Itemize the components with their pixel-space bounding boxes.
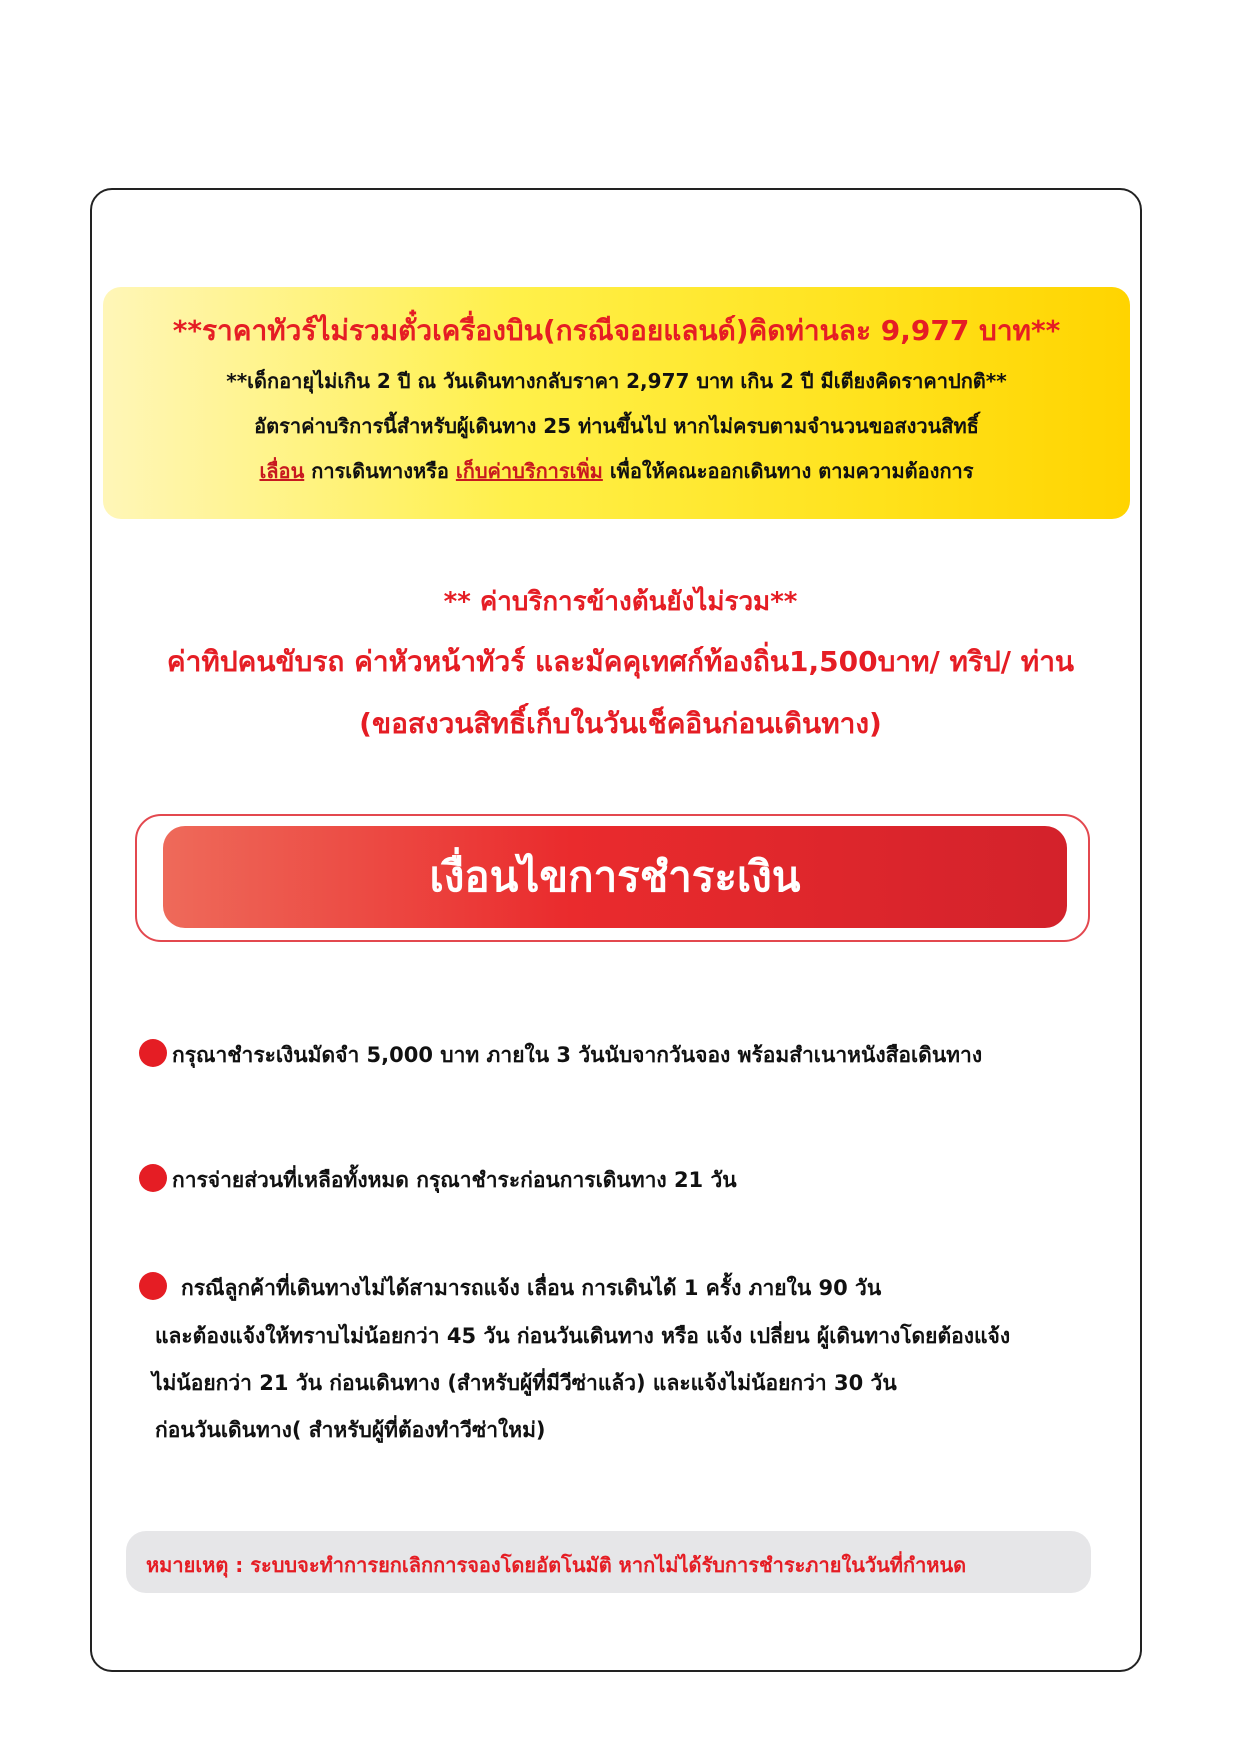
promo-postpone-text: เลื่อน [259, 459, 305, 483]
condition-change-line2: และต้องแจ้งให้ทราบไม่น้อยกว่า 45 วัน ก่อนวันเดินทาง หรือ แจ้ง เปลี่ยน ผู้เดินทางโดยต้องแจ้ง [155, 1324, 1011, 1348]
condition-balance: การจ่ายส่วนที่เหลือทั้งหมด กรุณาชำระก่อนการเดินทาง 21 วัน [172, 1168, 737, 1192]
promo-extra-fee-text: เก็บค่าบริการเพิ่ม [455, 459, 603, 483]
note-text: หมายเหตุ : ระบบจะทำการยกเลิกการจองโดยอัตโนมัติ หากไม่ได้รับการชำระภายในวันที่กำหนด [146, 1553, 967, 1577]
condition-change-line1: กรณีลูกค้าที่เดินทางไม่ได้สามารถแจ้ง เลื่อน การเดินได้ 1 ครั้ง ภายใน 90 วัน [181, 1276, 882, 1300]
bullet-dot-icon [139, 1164, 167, 1192]
promo-end-text: เพื่อให้คณะออกเดินทาง ตามความต้องการ [602, 459, 974, 483]
promo-box [103, 287, 1130, 519]
condition-change-line4: ก่อนวันเดินทาง( สำหรับผู้ที่ต้องทำวีซ่าใหม่) [155, 1418, 546, 1442]
promo-price-line: **ราคาทัวร์ไม่รวมตั๋วเครื่องบิน(กรณีจอยแลนด์)คิดท่านละ 9,977 บาท** [172, 314, 1061, 347]
excluded-collect-line: (ขอสงวนสิทธิ์เก็บในวันเช็คอินก่อนเดินทาง) [359, 707, 882, 740]
excluded-heading: ** ค่าบริการข้างต้นยังไม่รวม** [443, 587, 798, 617]
condition-change-line3: ไม่น้อยกว่า 21 วัน ก่อนเดินทาง (สำหรับผู้ที่มีวีซ่าแล้ว) และแจ้งไม่น้อยกว่า 30 วัน [152, 1371, 897, 1395]
payment-banner [163, 826, 1067, 928]
promo-mid-text: การเดินทางหรือ [304, 459, 456, 483]
promo-reservation-line [103, 455, 1130, 487]
excluded-tips-line: ค่าทิปคนขับรถ ค่าหัวหน้าทัวร์ และมัคคุเทศก์ท้องถิ่น1,500บาท/ ทริป/ ท่าน [166, 645, 1075, 678]
condition-deposit: กรุณาชำระเงินมัดจำ 5,000 บาท ภายใน 3 วันนับจากวันจอง พร้อมสำเนาหนังสือเดินทาง [172, 1043, 983, 1067]
promo-min-traveler-line: อัตราค่าบริการนี้สำหรับผู้เดินทาง 25 ท่านขึ้นไป หากไม่ครบตามจำนวนขอสงวนสิทธิ์ [254, 414, 979, 438]
promo-child-price-line: **เด็กอายุไม่เกิน 2 ปี ณ วันเดินทางกลับราคา 2,977 บาท เกิน 2 ปี มีเตียงคิดราคาปกติ** [226, 369, 1007, 393]
bullet-dot-icon [139, 1272, 167, 1300]
note-box [126, 1531, 1091, 1593]
payment-banner-title: เงื่อนไขการชำระเงิน [429, 852, 801, 901]
bullet-dot-icon [139, 1039, 167, 1067]
